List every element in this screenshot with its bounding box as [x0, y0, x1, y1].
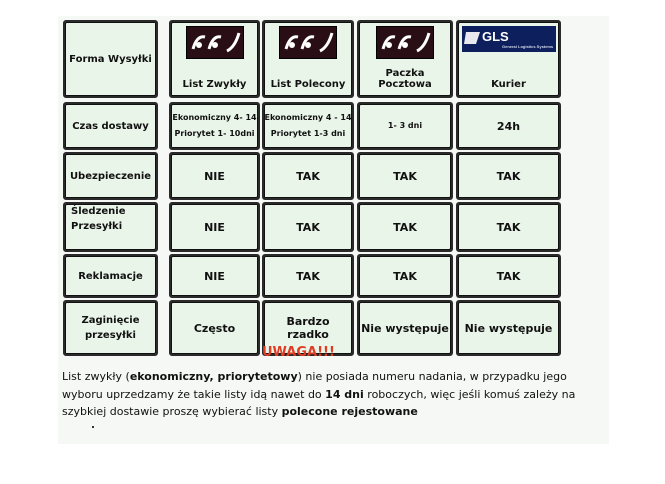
poczta-polska-logo: [376, 26, 434, 59]
svg-text:General Logistics Systems: General Logistics Systems: [501, 44, 553, 49]
stray-dot: [92, 426, 94, 428]
cell-zaginiecie-paczka: Nie występuje: [357, 300, 453, 356]
row-header-sledzenie-przesylki: Śledzenie Przesyłki: [63, 202, 158, 252]
cell-ubezpieczenie-kurier: TAK: [456, 152, 561, 200]
cell-sledzenie-paczka: TAK: [357, 202, 453, 252]
cell-reklamacje-kurier: TAK: [456, 254, 561, 298]
header-list-zwykly: [169, 20, 260, 98]
cell-czas-list-zwykly: Ekonomiczny 4- 14 Priorytet 1- 10dni: [169, 102, 260, 150]
cell-reklamacje-paczka: TAK: [357, 254, 453, 298]
header-label: Paczka Pocztowa: [378, 68, 432, 90]
header-list-polecony: [262, 20, 354, 98]
header-label: Kurier: [491, 79, 526, 90]
row-header-zaginiecie-przesylki: Zaginięcie przesyłki: [63, 300, 158, 356]
cell-zaginiecie-list-zwykly: Często: [169, 300, 260, 356]
cell-ubezpieczenie-paczka: TAK: [357, 152, 453, 200]
poczta-polska-logo-mark: [280, 27, 336, 58]
poczta-polska-logo-mark: [377, 27, 433, 58]
cell-reklamacje-list-zwykly: NIE: [169, 254, 260, 298]
cell-zaginiecie-list-polecony: Bardzo rzadko: [262, 300, 354, 356]
cell-ubezpieczenie-list-polecony: TAK: [262, 152, 354, 200]
poczta-polska-logo-mark: [187, 27, 243, 58]
cell-reklamacje-list-polecony: TAK: [262, 254, 354, 298]
row-header-ubezpieczenie: Ubezpieczenie: [63, 152, 158, 200]
cell-ubezpieczenie-list-zwykly: NIE: [169, 152, 260, 200]
gls-logo: [462, 26, 556, 52]
note-bold-recommend: polecone rejestowane: [281, 405, 418, 419]
shipping-comparison-table: [63, 20, 561, 341]
cell-czas-paczka: 1- 3 dni: [357, 102, 453, 150]
header-label: List Zwykły: [182, 79, 247, 90]
header-label: List Polecony: [270, 79, 346, 90]
cell-czas-kurier: 24h: [456, 102, 561, 150]
note-bold-days: 14 dni: [325, 387, 364, 401]
shipping-note: List zwykły (ekonomiczny, priorytetowy) nie posiada numeru nadania, w przypadku jego wyboru uprzedzamy że takie listy idą nawet do 14 dni roboczych, więc jeśli komuś zależy na szybkiej dostawie proszę wybierać listy polecone rejestowane: [62, 370, 576, 419]
row-header-czas-dostawy: Czas dostawy: [63, 102, 158, 150]
gls-logo-mark: [462, 26, 556, 52]
cell-zaginiecie-kurier: Nie występuje: [456, 300, 561, 356]
cell-sledzenie-kurier: TAK: [456, 202, 561, 252]
warning-heading: UWAGA!!!: [262, 345, 335, 360]
poczta-polska-logo: [279, 26, 337, 59]
cell-sledzenie-list-polecony: TAK: [262, 202, 354, 252]
note-bold-type: ekonomiczny, priorytetowy: [129, 370, 298, 383]
header-kurier: [456, 20, 561, 98]
svg-text:GLS: GLS: [481, 29, 509, 44]
row-header-forma-wysylki: Forma Wysyłki: [63, 20, 158, 98]
header-paczka-pocztowa: [357, 20, 453, 98]
cell-sledzenie-list-zwykly: NIE: [169, 202, 260, 252]
cell-czas-list-polecony: Ekonomiczny 4 - 14 Priorytet 1-3 dni: [262, 102, 354, 150]
row-header-reklamacje: Reklamacje: [63, 254, 158, 298]
poczta-polska-logo: [186, 26, 244, 59]
